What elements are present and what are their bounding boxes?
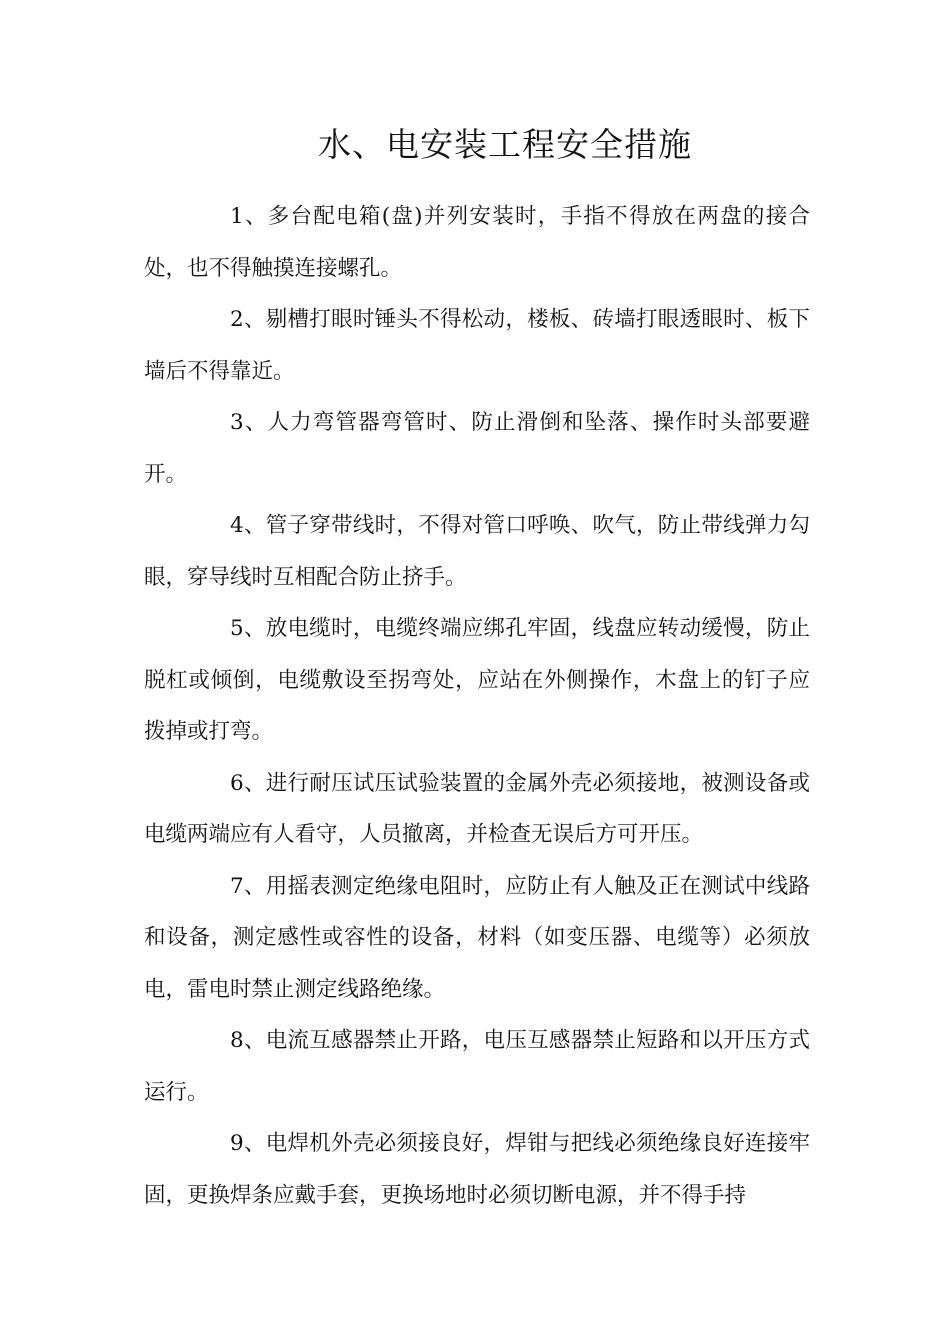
paragraph-6: 6、进行耐压试压试验装置的金属外壳必须接地，被测设备或电缆两端应有人看守，人员撤离，并检查无误后方可开压。 — [144, 770, 810, 847]
paragraph-5: 5、放电缆时，电缆终端应绑孔牢固，线盘应转动缓慢，防止脱杠或倾倒，电缆敷设至拐弯处，应站在外侧操作，木盘上的钉子应拨掉或打弯。 — [144, 616, 810, 744]
paragraph-7: 7、用摇表测定绝缘电阻时，应防止有人触及正在测试中线路和设备，测定感性或容性的设备，材料（如变压器、电缆等）必须放电，雷电时禁止测定线路绝缘。 — [144, 873, 810, 1002]
paragraph-3: 3、人力弯管器弯管时、防止滑倒和坠落、操作时头部要避开。 — [144, 410, 810, 487]
paragraph-4: 4、管子穿带线时，不得对管口呼唤、吹气，防止带线弹力勾眼，穿导线时互相配合防止挤手。 — [144, 513, 810, 590]
paragraph-2: 2、剔槽打眼时锤头不得松动，楼板、砖墙打眼透眼时、板下墙后不得靠近。 — [144, 307, 810, 384]
document-body — [144, 191, 810, 1221]
document-title: 水、电安装工程安全措施 — [318, 125, 692, 164]
paragraph-8: 8、电流互感器禁止开路，电压互感器禁止短路和以开压方式运行。 — [144, 1028, 810, 1105]
paragraph-1: 1、多台配电箱(盘)并列安装时，手指不得放在两盘的接合处，也不得触摸连接螺孔。 — [144, 204, 810, 281]
paragraph-9: 9、电焊机外壳必须接良好，焊钳与把线必须绝缘良好连接牢固，更换焊条应戴手套，更换场地时必须切断电源，并不得手持 — [144, 1131, 810, 1208]
